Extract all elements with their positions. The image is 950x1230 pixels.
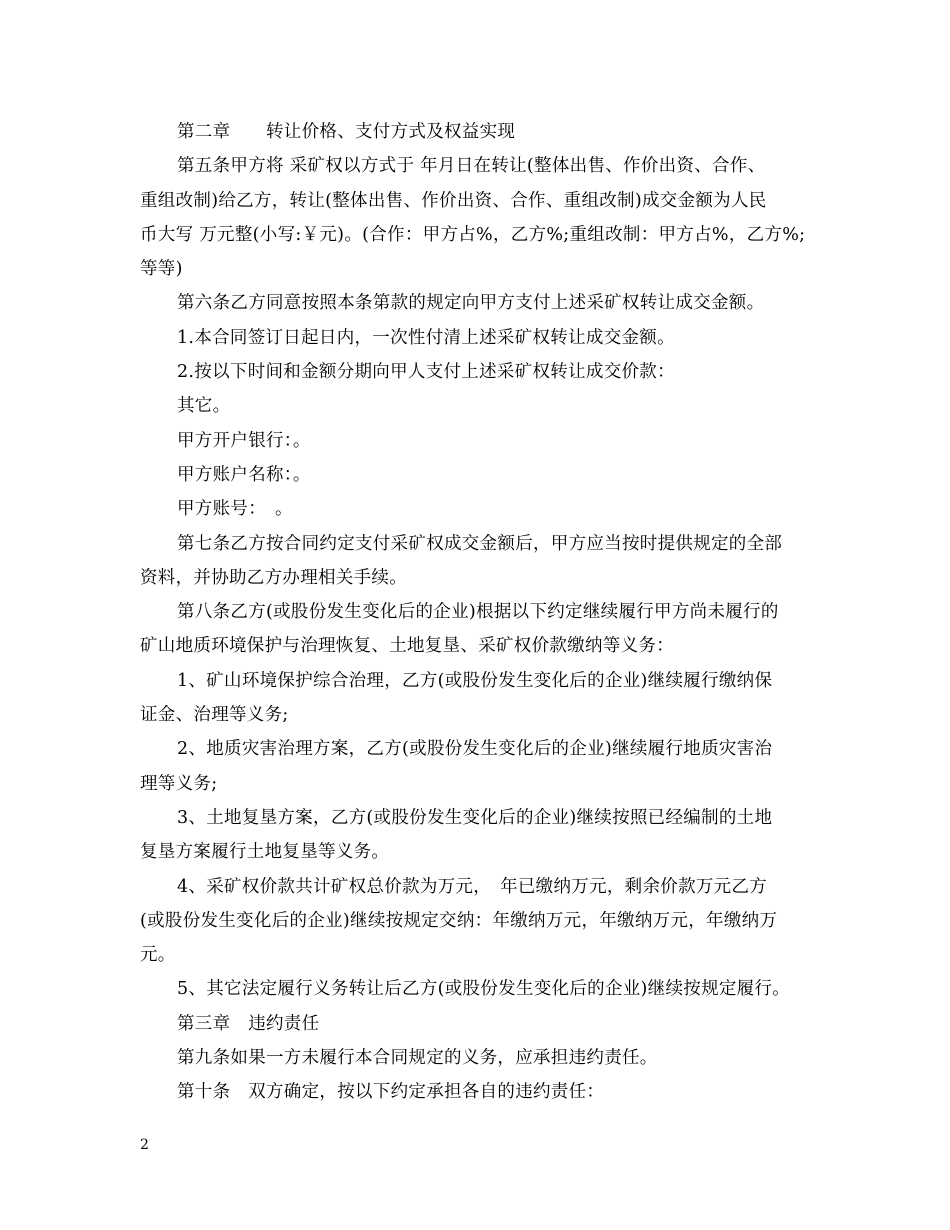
text-line: 1.本合同签订日起日内，一次性付清上述采矿权转让成交金额。 <box>177 327 675 348</box>
page-number: 2 <box>140 1137 149 1153</box>
text-line: 2、地质灾害治理方案，乙方(或股份发生变化后的企业)继续履行地质灾害治 <box>177 739 773 760</box>
text-line: 第八条乙方(或股份发生变化后的企业)根据以下约定继续履行甲方尚未履行的 <box>177 602 779 623</box>
text-line: 甲方账号： 。 <box>177 499 293 520</box>
text-line: 第十条 双方确定，按以下约定承担各自的违约责任： <box>177 1082 605 1103</box>
text-line: (或股份发生变化后的企业)继续按规定交纳：年缴纳万元，年缴纳万元，年缴纳万 <box>140 910 778 931</box>
text-line: 甲方开户银行：。 <box>177 430 311 451</box>
text-line: 4、采矿权价款共计矿权总价款为万元， 年已缴纳万元，剩余价款万元乙方 <box>177 876 768 897</box>
text-line: 第六条乙方同意按照本条第款的规定向甲方支付上述采矿权转让成交金额。 <box>177 293 765 314</box>
text-line: 第七条乙方按合同约定支付采矿权成交金额后，甲方应当按时提供规定的全部 <box>177 533 783 554</box>
text-line: 矿山地质环境保护与治理恢复、土地复垦、采矿权价款缴纳等义务： <box>140 636 674 657</box>
text-line: 元。 <box>140 945 176 966</box>
text-line: 其它。 <box>177 396 231 417</box>
text-line: 第二章 转让价格、支付方式及权益实现 <box>177 122 516 142</box>
text-line: 资料，并协助乙方办理相关手续。 <box>140 567 407 588</box>
text-line: 第三章 违约责任 <box>177 1013 320 1034</box>
text-line: 2.按以下时间和金额分期向甲人支付上述采矿权转让成交价款： <box>177 362 675 383</box>
text-line: 理等义务; <box>140 773 218 794</box>
text-line: 5、其它法定履行义务转让后乙方(或股份发生变化后的企业)继续按规定履行。 <box>177 979 791 1000</box>
document-body <box>140 115 820 1110</box>
text-line: 3、土地复垦方案，乙方(或股份发生变化后的企业)继续按照已经编制的土地 <box>177 807 773 828</box>
text-line: 甲方账户名称：。 <box>177 464 311 485</box>
text-line: 复垦方案履行土地复垦等义务。 <box>140 842 390 863</box>
text-line: 第九条如果一方未履行本合同规定的义务，应承担违约责任。 <box>177 1048 658 1069</box>
text-line: 等等) <box>140 259 183 280</box>
text-line: 重组改制)给乙方，转让(整体出售、作价出资、合作、重组改制)成交金额为人民 <box>140 190 767 211</box>
text-line: 币大写 万元整(小写:￥元)。(合作：甲方占%，乙方%;重组改制：甲方占%，乙方%; <box>140 224 806 245</box>
text-line: 1、矿山环境保护综合治理，乙方(或股份发生变化后的企业)继续履行缴纳保 <box>177 670 773 691</box>
text-line: 第五条甲方将 采矿权以方式于 年月日在转让(整体出售、作价出资、合作、 <box>177 156 766 177</box>
text-line: 证金、治理等义务; <box>140 705 289 726</box>
